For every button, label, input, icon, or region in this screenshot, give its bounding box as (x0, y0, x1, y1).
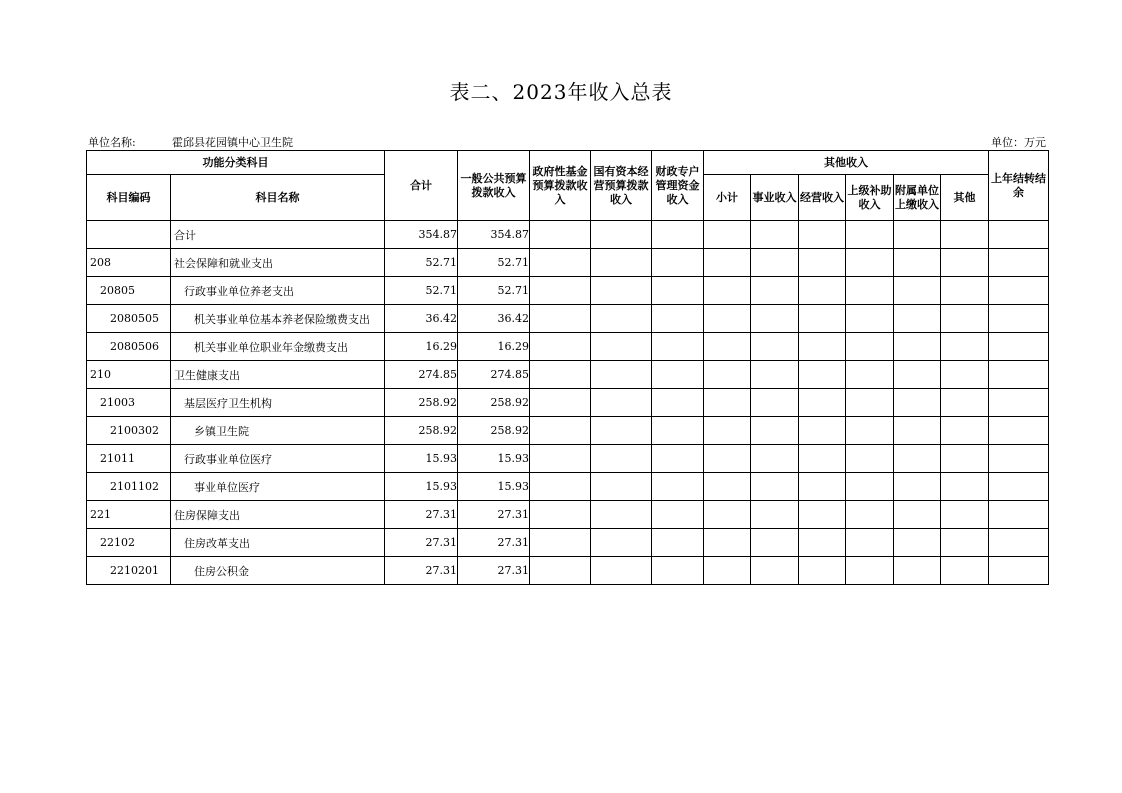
table-row (87, 249, 1049, 277)
row-empty-cell (652, 557, 704, 585)
row-empty-cell (591, 389, 652, 417)
row-empty-cell (704, 417, 751, 445)
row-empty-cell (941, 473, 989, 501)
row-empty-cell (530, 333, 591, 361)
row-empty-cell (591, 529, 652, 557)
row-empty-cell (799, 557, 846, 585)
row-code: 22102 (87, 529, 171, 557)
table-row (87, 333, 1049, 361)
row-general-budget: 27.31 (458, 501, 530, 529)
row-total: 27.31 (385, 529, 458, 557)
row-empty-cell (591, 473, 652, 501)
row-empty-cell (941, 305, 989, 333)
table-row (87, 529, 1049, 557)
row-total: 15.93 (385, 473, 458, 501)
row-name: 行政事业单位医疗 (171, 445, 385, 473)
row-empty-cell (894, 277, 941, 305)
row-total: 36.42 (385, 305, 458, 333)
row-empty-cell (846, 221, 894, 249)
row-empty-cell (751, 249, 799, 277)
row-empty-cell (941, 529, 989, 557)
row-empty-cell (941, 249, 989, 277)
table-row (87, 221, 1049, 249)
row-empty-cell (704, 529, 751, 557)
row-empty-cell (894, 501, 941, 529)
row-empty-cell (652, 445, 704, 473)
row-empty-cell (751, 389, 799, 417)
row-empty-cell (652, 277, 704, 305)
row-total: 27.31 (385, 557, 458, 585)
row-name: 基层医疗卫生机构 (171, 389, 385, 417)
row-general-budget: 354.87 (458, 221, 530, 249)
row-empty-cell (894, 305, 941, 333)
row-empty-cell (591, 445, 652, 473)
row-empty-cell (591, 501, 652, 529)
row-empty-cell (989, 501, 1049, 529)
row-empty-cell (799, 305, 846, 333)
row-empty-cell (652, 361, 704, 389)
row-empty-cell (799, 529, 846, 557)
table-row (87, 361, 1049, 389)
row-empty-cell (751, 557, 799, 585)
row-general-budget: 15.93 (458, 445, 530, 473)
row-empty-cell (530, 501, 591, 529)
row-empty-cell (704, 277, 751, 305)
table-row (87, 305, 1049, 333)
row-empty-cell (704, 389, 751, 417)
row-empty-cell (799, 417, 846, 445)
row-general-budget: 16.29 (458, 333, 530, 361)
row-empty-cell (846, 417, 894, 445)
row-empty-cell (652, 305, 704, 333)
row-empty-cell (530, 529, 591, 557)
row-general-budget: 258.92 (458, 389, 530, 417)
header-other: 其他 (941, 175, 989, 221)
row-empty-cell (530, 417, 591, 445)
row-empty-cell (894, 445, 941, 473)
row-general-budget: 258.92 (458, 417, 530, 445)
row-name: 机关事业单位基本养老保险缴费支出 (171, 305, 385, 333)
row-empty-cell (846, 445, 894, 473)
row-general-budget: 27.31 (458, 557, 530, 585)
row-empty-cell (799, 333, 846, 361)
page-title: 表二、2023年收入总表 (449, 80, 673, 104)
income-table (86, 150, 1049, 585)
row-empty-cell (894, 221, 941, 249)
row-code: 2100302 (87, 417, 171, 445)
row-total: 258.92 (385, 389, 458, 417)
row-empty-cell (591, 417, 652, 445)
row-empty-cell (652, 501, 704, 529)
header-affiliated-payment: 附属单位上缴收入 (894, 175, 941, 221)
row-empty-cell (591, 221, 652, 249)
row-empty-cell (846, 361, 894, 389)
row-empty-cell (989, 333, 1049, 361)
row-name: 社会保障和就业支出 (171, 249, 385, 277)
row-empty-cell (751, 221, 799, 249)
header-code: 科目编码 (87, 175, 171, 221)
row-general-budget: 52.71 (458, 249, 530, 277)
row-empty-cell (989, 389, 1049, 417)
row-empty-cell (591, 277, 652, 305)
row-total: 52.71 (385, 277, 458, 305)
row-total: 15.93 (385, 445, 458, 473)
row-code: 2210201 (87, 557, 171, 585)
row-empty-cell (591, 361, 652, 389)
row-name: 住房改革支出 (171, 529, 385, 557)
table-row (87, 557, 1049, 585)
row-empty-cell (989, 445, 1049, 473)
row-name: 住房保障支出 (171, 501, 385, 529)
row-empty-cell (530, 221, 591, 249)
header-total: 合计 (385, 151, 458, 221)
row-empty-cell (846, 277, 894, 305)
row-empty-cell (751, 501, 799, 529)
row-code: 2080505 (87, 305, 171, 333)
row-empty-cell (652, 389, 704, 417)
header-other-income: 其他收入 (704, 151, 989, 175)
row-name: 合计 (171, 221, 385, 249)
row-empty-cell (591, 333, 652, 361)
row-empty-cell (751, 277, 799, 305)
row-general-budget: 36.42 (458, 305, 530, 333)
row-name: 卫生健康支出 (171, 361, 385, 389)
row-empty-cell (652, 333, 704, 361)
header-fiscal-special: 财政专户管理资金收入 (652, 151, 704, 221)
row-empty-cell (704, 333, 751, 361)
row-general-budget: 27.31 (458, 529, 530, 557)
header-state-capital: 国有资本经营预算拨款收入 (591, 151, 652, 221)
header-functional: 功能分类科目 (87, 151, 385, 175)
row-empty-cell (799, 361, 846, 389)
row-empty-cell (799, 389, 846, 417)
row-empty-cell (530, 557, 591, 585)
row-empty-cell (846, 501, 894, 529)
row-empty-cell (751, 473, 799, 501)
table-body (87, 221, 1049, 585)
row-empty-cell (894, 529, 941, 557)
row-empty-cell (989, 361, 1049, 389)
row-code (87, 221, 171, 249)
table-row (87, 445, 1049, 473)
row-empty-cell (989, 221, 1049, 249)
row-empty-cell (591, 557, 652, 585)
row-empty-cell (751, 529, 799, 557)
row-empty-cell (799, 501, 846, 529)
header-superior-subsidy: 上级补助收入 (846, 175, 894, 221)
row-code: 21011 (87, 445, 171, 473)
row-empty-cell (989, 473, 1049, 501)
row-empty-cell (751, 417, 799, 445)
row-empty-cell (846, 473, 894, 501)
row-empty-cell (530, 473, 591, 501)
row-empty-cell (751, 305, 799, 333)
row-empty-cell (989, 557, 1049, 585)
row-empty-cell (751, 361, 799, 389)
row-code: 2080506 (87, 333, 171, 361)
row-empty-cell (941, 221, 989, 249)
row-empty-cell (704, 445, 751, 473)
unit-label: 单位：万元 (991, 136, 1046, 149)
row-empty-cell (941, 501, 989, 529)
row-code: 221 (87, 501, 171, 529)
row-empty-cell (704, 473, 751, 501)
row-total: 274.85 (385, 361, 458, 389)
header-name: 科目名称 (171, 175, 385, 221)
row-code: 2101102 (87, 473, 171, 501)
row-empty-cell (799, 221, 846, 249)
row-empty-cell (846, 333, 894, 361)
header-general-budget: 一般公共预算拨款收入 (458, 151, 530, 221)
row-empty-cell (941, 361, 989, 389)
row-code: 20805 (87, 277, 171, 305)
row-empty-cell (894, 361, 941, 389)
row-total: 27.31 (385, 501, 458, 529)
row-empty-cell (530, 445, 591, 473)
row-empty-cell (941, 333, 989, 361)
row-empty-cell (894, 249, 941, 277)
row-empty-cell (894, 473, 941, 501)
row-empty-cell (989, 277, 1049, 305)
row-code: 208 (87, 249, 171, 277)
row-general-budget: 15.93 (458, 473, 530, 501)
row-empty-cell (652, 221, 704, 249)
row-empty-cell (941, 417, 989, 445)
row-general-budget: 52.71 (458, 277, 530, 305)
row-empty-cell (530, 277, 591, 305)
header-gov-fund: 政府性基金预算拨款收入 (530, 151, 591, 221)
row-name: 乡镇卫生院 (171, 417, 385, 445)
row-total: 16.29 (385, 333, 458, 361)
row-empty-cell (751, 333, 799, 361)
row-empty-cell (652, 249, 704, 277)
table-row (87, 501, 1049, 529)
row-code: 21003 (87, 389, 171, 417)
row-empty-cell (846, 249, 894, 277)
row-empty-cell (894, 417, 941, 445)
row-empty-cell (591, 305, 652, 333)
row-empty-cell (846, 557, 894, 585)
table-row (87, 473, 1049, 501)
row-empty-cell (989, 305, 1049, 333)
row-empty-cell (941, 557, 989, 585)
row-empty-cell (652, 529, 704, 557)
row-empty-cell (704, 249, 751, 277)
row-total: 52.71 (385, 249, 458, 277)
row-name: 住房公积金 (171, 557, 385, 585)
row-empty-cell (652, 473, 704, 501)
row-total: 354.87 (385, 221, 458, 249)
row-empty-cell (704, 501, 751, 529)
row-empty-cell (799, 249, 846, 277)
row-empty-cell (530, 361, 591, 389)
row-name: 行政事业单位养老支出 (171, 277, 385, 305)
unit-name: 霍邱县花园镇中心卫生院 (172, 136, 293, 149)
row-empty-cell (751, 445, 799, 473)
row-empty-cell (530, 305, 591, 333)
table-row (87, 417, 1049, 445)
row-empty-cell (704, 305, 751, 333)
row-name: 事业单位医疗 (171, 473, 385, 501)
table-row (87, 277, 1049, 305)
row-name: 机关事业单位职业年金缴费支出 (171, 333, 385, 361)
row-empty-cell (941, 445, 989, 473)
header-carryover: 上年结转结余 (989, 151, 1049, 221)
row-general-budget: 274.85 (458, 361, 530, 389)
header-subtotal: 小计 (704, 175, 751, 221)
row-empty-cell (989, 249, 1049, 277)
row-empty-cell (894, 557, 941, 585)
row-empty-cell (989, 417, 1049, 445)
row-empty-cell (704, 557, 751, 585)
table-row (87, 389, 1049, 417)
header-operating-income: 经营收入 (799, 175, 846, 221)
row-empty-cell (591, 249, 652, 277)
header-business-income: 事业收入 (751, 175, 799, 221)
row-empty-cell (799, 277, 846, 305)
row-empty-cell (704, 361, 751, 389)
unit-name-label: 单位名称: (88, 136, 136, 149)
row-empty-cell (941, 389, 989, 417)
row-empty-cell (704, 221, 751, 249)
row-total: 258.92 (385, 417, 458, 445)
row-empty-cell (989, 529, 1049, 557)
row-empty-cell (894, 333, 941, 361)
row-empty-cell (652, 417, 704, 445)
row-empty-cell (530, 249, 591, 277)
row-empty-cell (846, 305, 894, 333)
row-empty-cell (846, 389, 894, 417)
row-empty-cell (799, 445, 846, 473)
row-code: 210 (87, 361, 171, 389)
row-empty-cell (799, 473, 846, 501)
row-empty-cell (530, 389, 591, 417)
row-empty-cell (941, 277, 989, 305)
row-empty-cell (846, 529, 894, 557)
row-empty-cell (894, 389, 941, 417)
